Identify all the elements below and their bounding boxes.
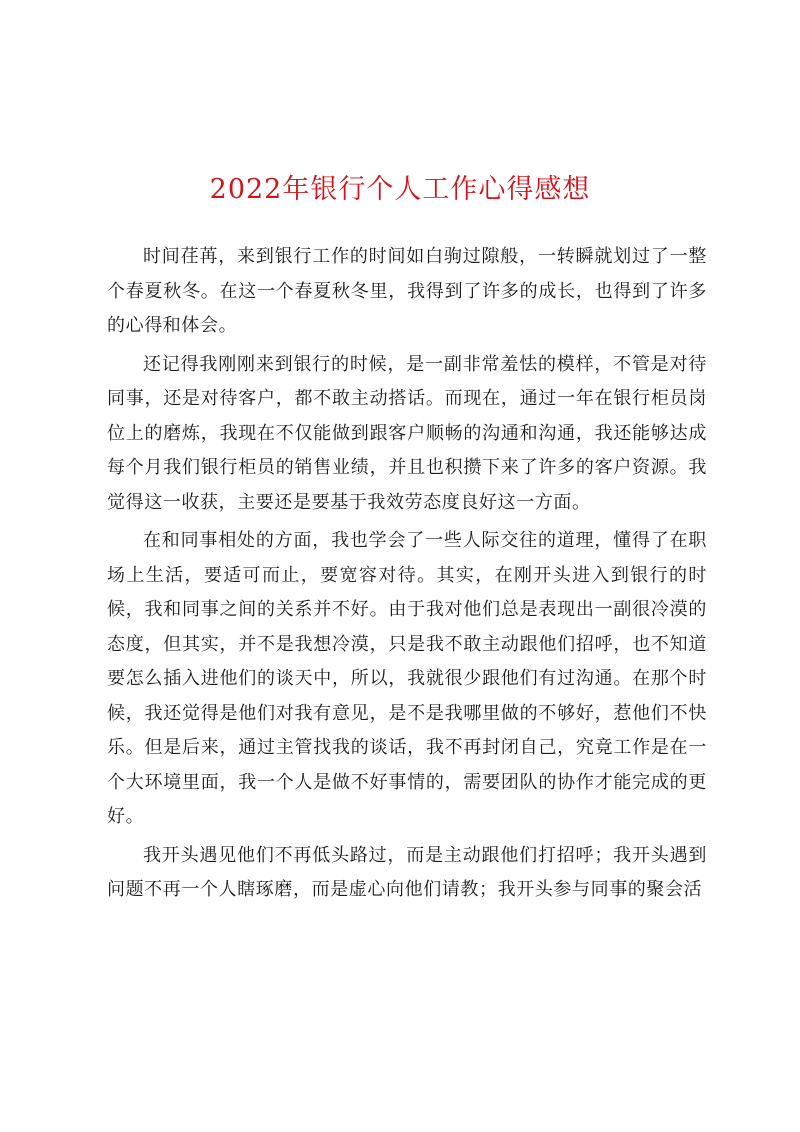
paragraph-2: 还记得我刚刚来到银行的时候，是一副非常羞怯的模样，不管是对待同事，还是对待客户，都不敢主动搭话。而现在，通过一年在银行柜员岗位上的磨炼，我现在不仅能做到跟客户顺畅的沟通和沟通，我还能够达成每个月我们银行柜员的销售业绩，并且也积攒下来了许多的客户资源。我觉得这一收获，主要还是要基于我效劳态度良好这一方面。	[107, 353, 707, 513]
document-body	[107, 240, 707, 912]
document-title: 2022年银行个人工作心得感想	[209, 174, 591, 205]
paragraph-3: 在和同事相处的方面，我也学会了一些人际交往的道理，懂得了在职场上生活，要适可而止，要宽容对待。其实，在刚开头进入到银行的时候，我和同事之间的关系并不好。由于我对他们总是表现出一副很冷漠的态度，但其实，并不是我想冷漠，只是我不敢主动跟他们招呼，也不知道要怎么插入进他们的谈天中，所以，我就很少跟他们有过沟通。在那个时候，我还觉得是他们对我有意见，是不是我哪里做的不够好，惹他们不快乐。但是后来，通过主管找我的谈话，我不再封闭自己，究竟工作是在一个大环境里面，我一个人是做不好事情的，需要团队的协作才能完成的更好。	[107, 530, 707, 827]
paragraph-4: 我开头遇见他们不再低头路过，而是主动跟他们打招呼；我开头遇到问题不再一个人瞎琢磨，而是虚心向他们请教；我开头参与同事的聚会活	[107, 844, 707, 900]
paragraph-1: 时间荏苒，来到银行工作的时间如白驹过隙般，一转瞬就划过了一整个春夏秋冬。在这一个春夏秋冬里，我得到了许多的成长，也得到了许多的心得和体会。	[107, 246, 707, 336]
